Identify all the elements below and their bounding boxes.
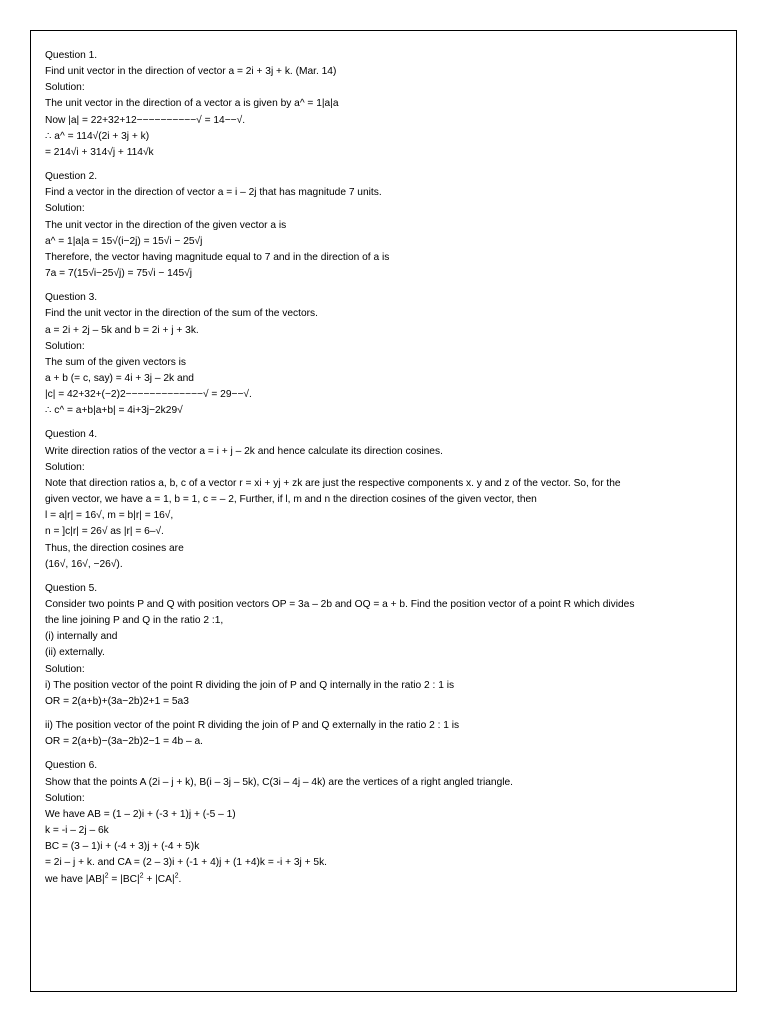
- question-line: a^ = 1|a|a = 15√(i−2j) = 15√i − 25√j: [45, 235, 203, 247]
- question-line: The unit vector in the direction of a vector a is given by a^ = 1|a|a: [45, 98, 339, 110]
- eq-prefix: we have |AB|: [45, 873, 105, 885]
- question-4: [45, 427, 725, 572]
- question-line: = 2i – j + k. and CA = (2 – 3)i + (-1 + 4)j + (1 +4)k = -i + 3j + 5k.: [45, 857, 327, 869]
- question-line: OR = 2(a+b)−(3a−2b)2−1 = 4b – a.: [45, 736, 204, 748]
- eq-sup-1: 2: [104, 872, 109, 880]
- question-5: [45, 581, 725, 751]
- question-line: given vector, we have a = 1, b = 1, c = – 2, Further, if l, m and n the direction cosines of the given vector, then: [45, 494, 537, 506]
- question-line: l = a|r| = 16√, m = b|r| = 16√,: [45, 510, 174, 522]
- question-line: Find a vector in the direction of vector a = i – 2j that has magnitude 7 units.: [45, 187, 382, 199]
- question-line: Solution:: [45, 663, 85, 675]
- question-line: k = -i – 2j – 6k: [45, 825, 109, 837]
- question-line: (16√, 16√, −26√).: [45, 558, 123, 570]
- eq-sup-2: 2: [139, 872, 144, 880]
- question-line: Find unit vector in the direction of vector a = 2i + 3j + k. (Mar. 14): [45, 66, 337, 78]
- paragraph-gap: [45, 710, 725, 718]
- question-line: the line joining P and Q in the ratio 2 :1,: [45, 615, 224, 627]
- question-title: Question 4.: [45, 429, 98, 441]
- document-content: [45, 48, 725, 896]
- question-line: Thus, the direction cosines are: [45, 542, 184, 554]
- question-line: Solution:: [45, 82, 85, 94]
- question-line: ∴ a^ = 114√(2i + 3j + k): [45, 130, 150, 142]
- question-line: 7a = 7(15√i−25√j) = 75√i − 145√j: [45, 268, 192, 280]
- question-line: Solution:: [45, 792, 85, 804]
- question-line: ii) The position vector of the point R dividing the join of P and Q externally in the ratio 2 : 1 is: [45, 720, 460, 732]
- question-line: Solution:: [45, 203, 85, 215]
- question-line: Note that direction ratios a, b, c of a vector r = xi + yj + zk are just the respective components x. y and z of the vector. So, for the: [45, 477, 621, 489]
- eq-middle-2: + |CA|: [143, 873, 175, 885]
- question-title: Question 2.: [45, 171, 98, 183]
- question-title: Question 3.: [45, 292, 98, 304]
- question-line: (ii) externally.: [45, 647, 105, 659]
- question-line: Now |a| = 22+32+12−−−−−−−−−−√ = 14−−√.: [45, 114, 246, 126]
- question-line: BC = (3 – 1)i + (-4 + 3)j + (-4 + 5)k: [45, 841, 200, 853]
- question-6: [45, 758, 725, 887]
- question-line: The unit vector in the direction of the given vector a is: [45, 219, 287, 231]
- question-line: (i) internally and: [45, 631, 118, 643]
- eq-middle: = |BC|: [108, 873, 140, 885]
- question-line: a + b (= c, say) = 4i + 3j – 2k and: [45, 372, 194, 384]
- question-3: [45, 290, 725, 419]
- question-title: Question 6.: [45, 760, 98, 772]
- question-line: = 214√i + 314√j + 114√k: [45, 146, 154, 158]
- question-line: We have AB = (1 – 2)i + (-3 + 1)j + (-5 – 1): [45, 808, 236, 820]
- question-title: Question 1.: [45, 50, 98, 61]
- question-1: [45, 48, 725, 161]
- question-line: a = 2i + 2j – 5k and b = 2i + j + 3k.: [45, 324, 199, 336]
- question-title: Question 5.: [45, 582, 98, 594]
- question-line: i) The position vector of the point R dividing the join of P and Q internally in the ratio 2 : 1 is: [45, 679, 455, 691]
- question-line: Write direction ratios of the vector a = i + j – 2k and hence calculate its direction cosines.: [45, 445, 443, 457]
- question-line: OR = 2(a+b)+(3a−2b)2+1 = 5a3: [45, 695, 189, 707]
- question-line: The sum of the given vectors is: [45, 356, 186, 368]
- question-line: n = ]c|r| = 26√ as |r| = 6–√.: [45, 526, 164, 538]
- question-line: Solution:: [45, 340, 85, 352]
- question-line: Find the unit vector in the direction of the sum of the vectors.: [45, 308, 318, 320]
- question-line: Consider two points P and Q with position vectors OP = 3a – 2b and OQ = a + b. Find the position vector of a point R which divides: [45, 599, 635, 610]
- question-line: ∴ c^ = a+b|a+b| = 4i+3j−2k29√: [45, 405, 183, 417]
- question-line: Therefore, the vector having magnitude equal to 7 and in the direction of a is: [45, 251, 390, 263]
- eq-sup-3: 2: [174, 872, 179, 880]
- final-equation-line: [45, 872, 725, 888]
- question-2: [45, 169, 725, 282]
- eq-suffix: .: [178, 873, 182, 885]
- question-line: |c| = 42+32+(−2)2−−−−−−−−−−−−−√ = 29−−√.: [45, 389, 252, 401]
- question-line: Show that the points A (2i – j + k), B(i – 3j – 5k), C(3i – 4j – 4k) are the vertices of a right angled triangle.: [45, 776, 514, 788]
- question-line: Solution:: [45, 461, 85, 473]
